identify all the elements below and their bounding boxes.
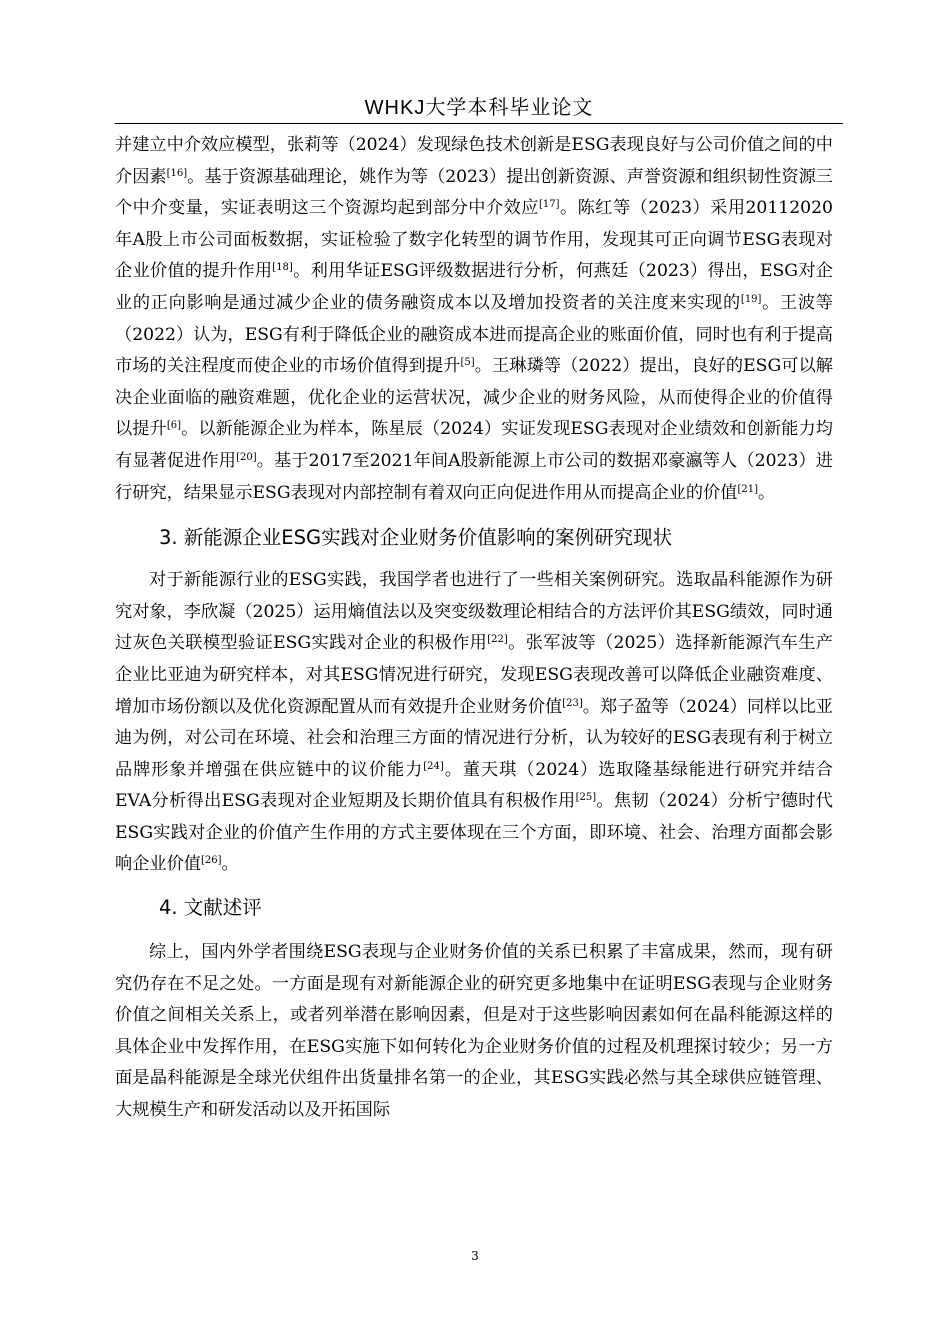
section-3-heading: 3. 新能源企业ESG实践对企业财务价值影响的案例研究现状 [159,526,673,550]
text-run: 。焦韧（2024）分析宁德时代ESG实践对企业的价值产生作用的方式主要体现在三个方面，即环境、社会、治理方面都会影响企业价值 [115,791,833,875]
header-rule [115,123,843,124]
text-run: 。王波等（2022）认为，ESG有利于降低企业的融资成本进而提高企业的账面价值，同时也有利于提高市场的关注程度而使企业的市场价值得到提升 [115,292,833,377]
citation: [5] [460,357,475,369]
text-run: 并建立中介效应模型，张莉等（2024）发现绿色技术创新是ESG表现良好与公司价值之间的中介因素 [115,135,833,187]
text-run: 。郑子盈等（2024）同样以比亚迪为例，对公司在环境、社会和治理三方面的情况进行分析，认为较好的ESG表现有利于树立品牌形象并增强在供应链中的议价能力 [115,696,833,780]
text-run: 对于新能源行业的ESG实践，我国学者也进行了一些相关案例研究。选取晶科能源作为研究对象，李欣凝（2025）运用熵值法以及突变级数理论相结合的方法评价其ESG绩效，同时通过灰色关联模型验证ESG实践对企业的积极作用 [115,570,833,654]
citation: [22] [487,634,508,646]
text-run: 。 [221,854,239,875]
text-run: 。基于资源基础理论，姚作为等（2023）提出创新资源、声誉资源和组织韧性资源三个中介变量，实证表明这三个资源均起到部分中介效应 [115,166,833,219]
citation: [6] [166,420,181,432]
page-number: 3 [471,1249,479,1263]
paragraph-case-studies [115,565,833,881]
paragraph-literature-review: 综上，国内外学者围绕ESG表现与企业财务价值的关系已积累了丰富成果，然而，现有研究仍存在不足之处。一方面是现有对新能源企业的研究更多地集中在证明ESG表现与企业财务价值之间相关关系上，或者列举潜在影响因素，但是对于这些影响因素如何在晶科能源这样的具体企业中发挥作用，在ESG实施下如何转化为企业财务价值的过程及机理探讨较少；另一方面是晶科能源是全球光伏组件出货量排名第一的企业，其ESG实践必然与其全球供应链管理、大规模生产和研发活动以及开拓国际 [115,942,833,1121]
text-run: 。董天琪（2024）选取隆基绿能进行研究并结合EVA分析得出ESG表现对企业短期及长期价值具有积极作用 [115,759,833,812]
page-header [115,94,843,121]
text-run: 。张军波等（2025）选择新能源汽车生产企业比亚迪为研究样本，对其ESG情况进行研究，发现ESG表现改善可以降低企业融资难度、增加市场份额以及优化资源配置从而有效提升企业财务价值 [115,633,833,717]
citation: [24] [423,760,444,772]
citation: [21] [737,483,758,495]
text-run: 。基于2017至2021年间A股新能源上市公司的数据邓豪瀛等人（2023）进行研究，结果显示ESG表现对内部控制有着双向正向促进作用从而提高企业的价值 [115,450,833,503]
citation: [18] [272,262,293,274]
citation: [25] [575,792,597,804]
text-run: 。利用华证ESG评级数据进行分析，何燕廷（2023）得出，ESG对企业的正向影响是通过减少企业的债务融资成本以及增加投资者的关注度来实现的 [115,261,833,313]
section-4-heading: 4. 文献述评 [159,896,262,920]
citation: [17] [538,199,560,211]
citation: [19] [740,293,762,305]
citation: [23] [562,697,583,709]
text-run: 。王琳璘等（2022）提出，良好的ESG可以解决企业面临的融资难题，优化企业的运营状况，减少企业的财务风险，从而使得企业的价值得以提升 [115,356,833,440]
paragraph-mediation-studies [115,130,833,509]
page-body [115,130,833,1127]
citation: [20] [236,451,257,463]
text-run: 。陈红等（2023）采用20112020年A股上市公司面板数据，实证检验了数字化转型的调节作用，发现其可正向调节ESG表现对企业价值的提升作用 [115,198,833,282]
text-run: 。 [757,482,776,503]
citation: [26] [200,855,222,867]
text-run: 。以新能源企业为样本，陈星辰（2024）实证发现ESG表现对企业绩效和创新能力均有显著促进作用 [115,419,833,471]
citation: [16] [166,167,188,179]
header-brand: WHKJ [364,97,426,119]
header-title: 大学本科毕业论文 [425,95,594,119]
